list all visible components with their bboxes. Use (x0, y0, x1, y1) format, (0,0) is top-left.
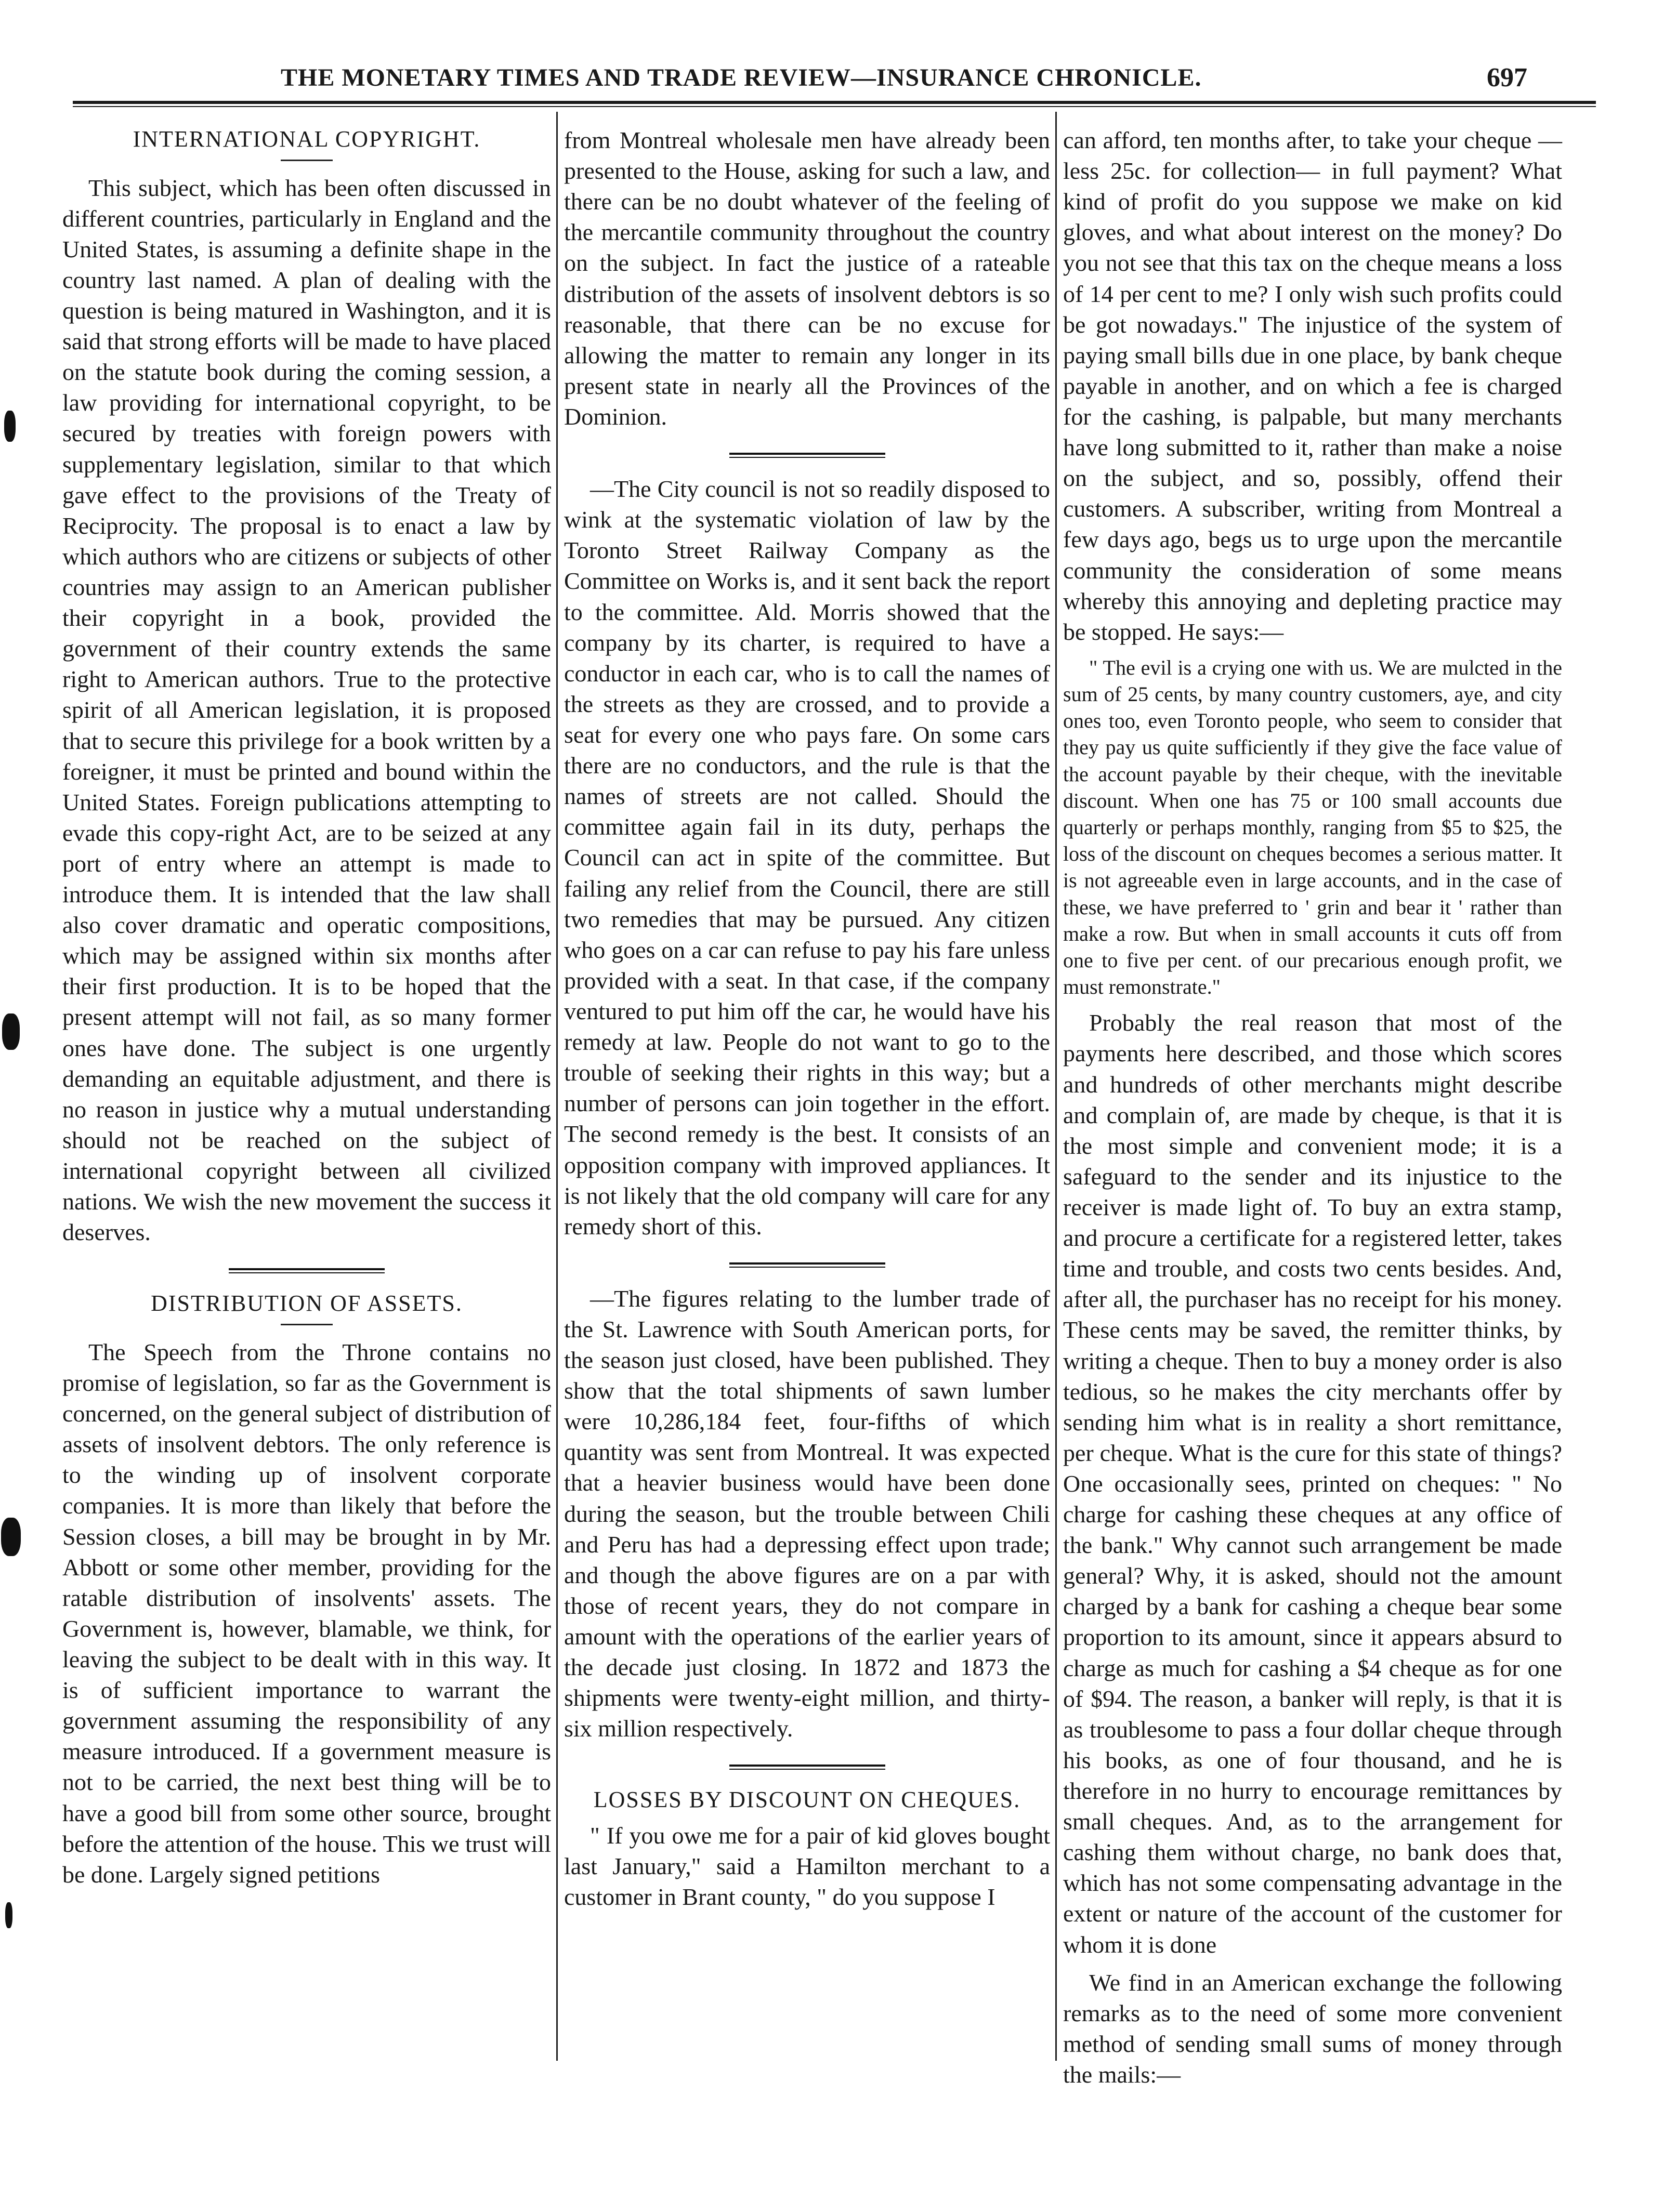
ink-blot (2, 1013, 20, 1050)
article-body-lumber: —The figures relating to the lumber trade of the St. Lawrence with South American ports, for the season just closed, have been published. They show that the total shipments of sawn lumber were 10,286,184 feet, four-fifths of which quantity was sent from Montreal. It was expected that a heavier business would have been done during the season, but the trouble between Chili and Peru has had a depressing effect upon trade; and though the above figures are on a par with those of recent years, they do not compare in amount with the operations of the earlier years of the decade just closing. In 1872 and 1873 the shipments were twenty-eight million, and thirty-six million respectively. (564, 1285, 1050, 1742)
section-separator (729, 453, 885, 458)
header-rule (73, 101, 1596, 104)
article-body-assets-continued: from Montreal wholesale men have already been presented to the House, asking for such a law, and there can be no doubt whatever of the feeling of the mercantile community throughout the country on the subject. In fact the justice of a rateable distribution of the assets of insolvent debtors is so reasonable, that there can be no excuse for allowing the matter to remain any longer in its present state in nearly all the Provinces of the Dominion. (564, 127, 1050, 430)
article-quote-cheques: " The evil is a crying one with us. We are mulcted in the sum of 25 cents, by many country customers, aye, and city ones too, even Toronto people, who seem to consider that they pay us quite sufficiently if they give the face value of the account payable by their cheque, with the inevitable discount. When one has 75 or 100 small accounts due quarterly or perhaps monthly, ranging from $5 to $25, the loss of the discount on cheques becomes a serious matter. It is not agreeable even in large accounts, and in the case of these, we have preferred to ' grin and bear it ' rather than make a row. But when in small accounts it cuts off from one to five per cent. of our precarious enough profit, we must remonstrate." (1063, 655, 1562, 999)
section-separator (729, 1262, 885, 1268)
title-rule (281, 1324, 333, 1325)
ink-blot (1, 1518, 21, 1556)
header-rule-thin (73, 106, 1596, 107)
article-body-cheques-para3: We find in an American exchange the following remarks as to the need of some more convenient method of sending small sums of money through the mails:— (1063, 1969, 1562, 2088)
article-body-cheques-para2: Probably the real reason that most of the payments here described, and those which scores and hundreds of other merchants might describe and complain of, are made by cheque, is that it is the most simple and convenient mode; it is a safeguard to the sender and its injustice to the receiver is made light of. To buy an extra stamp, and procure a certificate for a registered letter, takes time and trouble, and costs two cents besides. And, after all, the purchaser has no receipt for his money. These cents may be saved, the remitter thinks, by writing a cheque. Then to buy a money order is also tedious, so he makes the city merchants offer by sending him what is in reality a short remittance, per cheque. What is the cure for this state of things? One occasionally sees, printed on cheques: " No charge for cashing these cheques at any office of the bank." Why cannot such arrangement be made general? Why, it is asked, should not the amount charged by a bank for cashing a cheque bear some proportion to its amount, since it appears absurd to charge as much for cashing a $4 cheque as for one of $94. The reason, a banker will reply, is that it is as troublesome to pass a four dollar cheque through his books, as one of four thousand, and he is therefore in no hurry to encourage remittances by small cheques. And, as to the arrangement for cashing them without charge, no bank does that, which has not some compensating advantage in the extent or nature of the account of the customer for whom it is done (1063, 1009, 1562, 1958)
article-body-cheques-continued: can afford, ten months after, to take your cheque —less 25c. for collection— in full payment? What kind of profit do you suppose we make on kid gloves, and what about interest on the money? Do you not see that this tax on the cheque means a loss of 14 per cent to me? I only wish such profits could be got nowadays." The injustice of the system of paying small bills due in one place, by bank cheque payable in another, and on which a fee is charged for the cashing, is palpable, but many merchants have long submitted to it, rather than make a noise on the subject, and so, possibly, offend their customers. A subscriber, writing from Montreal a few days ago, begs us to urge upon the mercantile community the consideration of some means whereby this annoying and depleting practice may be stopped. He says:— (1063, 127, 1562, 645)
section-separator (229, 1268, 385, 1273)
masthead: THE MONETARY TIMES AND TRADE REVIEW—INSURANCE CHRONICLE. (281, 64, 1202, 91)
section-separator (729, 1765, 885, 1770)
column-1 (62, 125, 551, 1897)
article-body-cheques-intro: " If you owe me for a pair of kid gloves bought last January," said a Hamilton merchant to a customer in Brant county, " do you suppose I (564, 1822, 1050, 1911)
column-2 (564, 125, 1050, 1919)
page-header (0, 0, 1677, 93)
article-body-assets: The Speech from the Throne contains no promise of legislation, so far as the Government is concerned, on the general subject of distribution of assets of insolvent debtors. The only reference is to the winding up of insolvent corporate companies. It is more than likely that before the Session closes, a bill may be brought in by Mr. Abbott or some other member, providing for the ratable distribution of insolvents' assets. The Government is, however, blamable, we think, for leaving the subject to be dealt with in this way. It is of sufficient importance to warrant the government assuming the responsibility of any measure introduced. If a government measure is not to be carried, the next best thing will be to have a good bill from some other source, brought before the attention of the house. This we trust will be done. Largely signed petitions (62, 1338, 551, 1888)
article-body-copyright: This subject, which has been often discussed in different countries, particularly in England and the United States, is assuming a definite shape in the country last named. A plan of dealing with the question is being matured in Washington, and it is said that strong efforts will be made to have placed on the statute book during the coming session, a law providing for international copyright, to be secured by treaties with foreign powers with supplementary legislation, similar to that which gave effect to the provisions of the Treaty of Reciprocity. The proposal is to enact a law by which authors who are citizens or subjects of other countries may assign to an American publisher their copyright in a book, provided the government of their country extends the same right to American authors. True to the protective spirit of all American legislation, it is proposed that to secure this privilege for a book written by a foreigner, it must be printed and bound within the United States. Foreign publications attempting to evade this copy-right Act, are to be seized at any port of entry where an attempt is made to introduce them. It is intended that the law shall also cover dramatic and operatic compositions, which may be assigned within six months after their first production. It is to be hoped that the present attempt will not fail, as so many former ones have done. The subject is one urgently demanding an equitable adjustment, and there is no reason in justice why a mutual understanding should not be reached on the subject of international copyright between all civilized nations. We wish the new movement the success it deserves. (62, 174, 551, 1246)
article-title-cheques: LOSSES BY DISCOUNT ON CHEQUES. (593, 1787, 1021, 1813)
article-title-assets: DISTRIBUTION OF ASSETS. (151, 1291, 463, 1316)
column-3 (1063, 125, 1562, 2097)
column-divider (556, 112, 558, 2061)
title-rule (281, 160, 333, 161)
ink-blot (4, 411, 16, 442)
article-body-council: —The City council is not so readily disposed to wink at the systematic violation of law by the Toronto Street Railway Company as the Committee on Works is, and it sent back the report to the committee. Ald. Morris showed that the company by its charter, is required to have a conductor in each car, who is to call the names of the streets as they are crossed, and to provide a seat for every one who pays fare. On some cars there are no conductors, and the rule is that the names of streets are not called. Should the committee again fail in its duty, perhaps the Council can act in spite of the committee. But failing any relief from the Council, there are still two remedies that may be pursued. Any citizen who goes on a car can refuse to pay his fare unless provided with a seat. In that case, if the company ventured to put him off the car, he would have his remedy at law. People do not want to go to the trouble of seeking their rights in this way; but a number of persons can join together in the effort. The second remedy is the best. It consists of an opposition company with improved appliances. It is not likely that the old company will care for any remedy short of this. (564, 476, 1050, 1240)
column-divider (1055, 112, 1057, 2061)
article-title-copyright: INTERNATIONAL COPYRIGHT. (133, 126, 481, 152)
page-number: 697 (1487, 63, 1527, 93)
ink-blot (5, 1902, 12, 1928)
